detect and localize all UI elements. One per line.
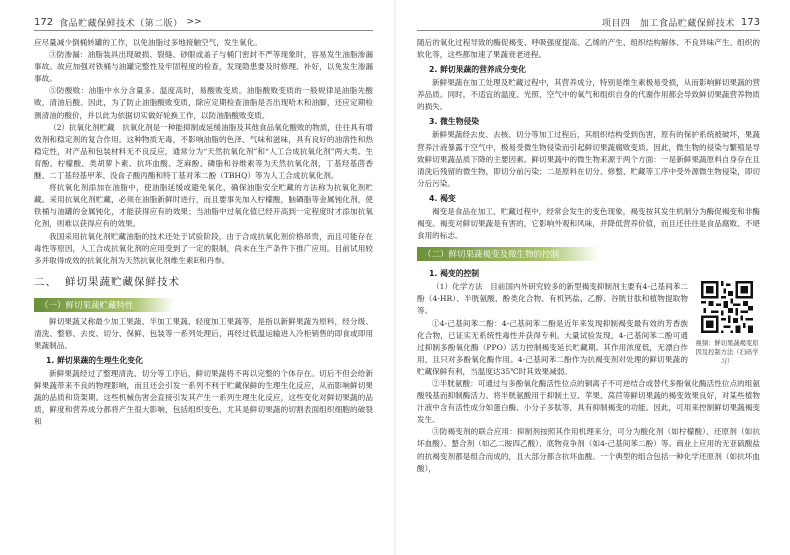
section-number: 二、 xyxy=(34,275,57,288)
section-heading xyxy=(34,274,373,289)
paragraph: （2）抗氧化剂贮藏 抗氧化剂是一种能抑制或延缓油脂及其他食品氧化酸败的物质，往往具有增效剂和稳定剂的复合作用。这种物质无毒，不影响油脂的色泽、气味和滋味，具有良好的油溶性和热稳定性，对产品和包装材料无不良反应，通常分为“天然抗氧化剂”和“人工合成抗氧化剂”两大类。生育酚、柠檬酸、类胡萝卜素、抗坏血酸、芝麻酚、磷脂和谷维素等为天然抗氧化剂，丁基羟基茴香醚、二丁基羟基甲苯、没食子酸丙酯和特丁基对苯二酚（TBHQ）等为人工合成抗氧化剂。 xyxy=(34,122,373,181)
paragraph: 我国采用抗氧化剂贮藏油脂的技术还处于试验阶段，由于合成抗氧化剂价格昂贵，而且可能存在毒性等原因，人工合成抗氧化剂的应用受到了一定的限制，尚未在生产条件下推广应用。目前试用较多并取得成效的抗氧化剂为天然抗氧化剂维生素E和丹参。 xyxy=(34,231,373,265)
paragraph: 新鲜果蔬在加工处理及贮藏过程中，其营养成分，特别是维生素极易受损，从而影响鲜切果蔬的营养品质。同时，不适宜的温度、光照、空气中的氧气和组织自身的代谢作用都会导致鲜切果蔬营养物质的损失。 xyxy=(417,78,760,112)
paragraph: ③防褐变剂的联合应用：抑制剂按照其作用机理来分，可分为酸化剂（如柠檬酸）、还原剂（如抗坏血酸）、螯合剂（如乙二胺四乙酸）、底物竞争剂（如4-己基间苯二酚）等。商业上应用的无亚硫酸盐的抗褐变剂都是组合而成的，且大部分都含抗坏血酸。一个典型的组合包括一种化学还原剂（如抗坏血酸）， xyxy=(417,427,760,473)
paragraph: 鲜切果蔬又称最少加工果蔬、半加工果蔬、轻度加工果蔬等，是指以新鲜果蔬为原料，经分级、清洗、整修、去皮、切分、保鲜、包装等一系列处理后，再经过低温运输进入冷柜销售的即食或即用果蔬制品。 xyxy=(34,316,373,350)
subsubsection-heading: 1. 鲜切果蔬的生理生化变化 xyxy=(46,356,143,366)
right-page xyxy=(395,0,790,555)
subsubsection-heading: 1. 褐变的控制 xyxy=(429,269,480,279)
paragraph: ③防渗漏：油脂装具出现破损、裂缝、砂眼或盖子与桶门密封不严等现象时，容易发生油脂渗漏事故。故应加强对铁桶与油罐完整性及牢固程度的检查，发现隐患要及时修理、补好，以免发生渗漏事故。 xyxy=(34,50,373,84)
paragraph: （1）化学方法 目前国内外研究较多的新型褐变抑制剂主要有4-己基间苯二酚（4-HR）、半胱氨酸、酚类化合物、有机钙盐、乙醇、谷胱甘肽和植物提取物等。 xyxy=(417,282,688,316)
paragraph: 新鲜果蔬经过了整理清洗、切分等工序后，鲜切果蔬将不再以完整的个体存在。切后不但会给新鲜果蔬带来不良的物理影响，而且还会引发一系列不利于贮藏保鲜的生理生化反应，从而影响鲜切果蔬的品质和货架期。这些机械伤害会直接引发其产生一系列生理生化反应，这些变化对鲜切果蔬的品质，鲜度和营养成分都将产生很大影响，包括组织变色，尤其是鲜切果蔬的切割表面组织细胞的破裂和 xyxy=(34,369,373,427)
paragraph: 应尽量减少倒桶转罐的工作，以免油脂过多地接触空气，发生氧化。 xyxy=(34,38,262,47)
paragraph: ⑤防酸败：油脂中水分含量多、温度高时，易酸败变质。油脂酸败变质的一般规律是油脂先酸败，清油后酸。因此，为了防止油脂酸败变质，除应定期检查油脂是否出现哈木和油脚，还应定期检测清油的酸价，并以此为依据切实做好轮换工作，以防油脂酸败变质。 xyxy=(34,86,373,120)
paragraph: 褐变是食品在加工、贮藏过程中，经常会发生的变色现象，褐变按其发生机制分为酶促褐变和非酶褐变。褐变对鲜切果蔬是有害的，它影响外观和风味，并降低营养价值，而且还往往是食品腐败、不堪食用的标志。 xyxy=(417,206,760,241)
paragraph: ①4-己基间苯二酚：4-己基间苯二酚是近年来发现抑制褐变最有效的芳香族化合物，已证实无系统性毒性并获得专利。大量试验发现，4-己基间苯二酚可通过抑制多酚氧化酶（PPO）活力控制褐变延长贮藏期。其作用浓度低，无漂白作用，且只对多酚氧化酶作用。4-己基间苯二酚作为抗褐变剂对处理的鲜切果蔬的贮藏保鲜有利，当温度达35℃时其效果减弱。 xyxy=(417,318,688,376)
subsection-heading: （二）鲜切果蔬褐变及微生物的控制 xyxy=(417,247,599,261)
subsection-heading: （一）鲜切果蔬贮藏特性 xyxy=(34,298,174,312)
header-arrow-mark: >> xyxy=(186,17,202,27)
subsubsection-heading: 4. 褐变 xyxy=(429,193,456,203)
section-title: 鲜切果蔬贮藏保鲜技术 xyxy=(65,275,180,288)
subsubsection-heading: 3. 微生物侵染 xyxy=(429,117,480,127)
left-page-number: 172 xyxy=(34,16,54,28)
paragraph: 随后的氧化过程导致的酶促褐变、呼吸强度提高、乙烯的产生、组织结构解体、不良异味产生、组织的软化等，这些都加速了果蔬衰老进程。 xyxy=(417,38,760,60)
qr-code-block xyxy=(694,281,760,366)
qr-caption: 视频：鲜切果蔬褐变原因及控制方法（扫码学习） xyxy=(695,340,759,366)
right-running-title: 项目四 加工食品贮藏保鲜技术 xyxy=(601,18,735,29)
left-running-title: 食品贮藏保鲜技术（第二版） xyxy=(59,18,183,29)
subsubsection-heading: 2. 鲜切果蔬的营养成分变化 xyxy=(429,65,526,75)
right-page-number: 173 xyxy=(740,16,760,28)
paragraph: 新鲜果蔬经去皮、去核、切分等加工过程后，其组织结构受到伤害，原有的保护系统被破坏，果蔬营养汁液暴露于空气中，极易受微生物侵染而引起鲜切果蔬腐败变质。因此，微生物的侵染与繁殖是导致鲜切果蔬品质下降的主要因素。鲜切果蔬中的微生物来源于两个方面：一是新鲜果蔬原料自身存在且清洗后残留的微生物，即切分前污染；二是原料在切分、修整、贮藏等工序中受外源微生物侵染，即切分后污染。 xyxy=(417,130,760,188)
right-page-header xyxy=(417,14,760,31)
left-page-header xyxy=(34,14,373,31)
paragraph: ②半胱氨酸：可通过与多酚氧化酶活性位点的铜离子不可逆结合或替代多酚氧化酶活性位点的组氨酸残基而抑制酶活力。将半胱氨酸用于抑制土豆、苹果、莴苣等鲜切果蔬的褐变效果良好，对某些植物汁液中含有活性成分如蛋白酶、小分子多肽等，具有抑制褐变的功能。因此，可用来控制鲜切果蔬褐变发生。 xyxy=(417,378,760,425)
qr-code-icon[interactable] xyxy=(701,281,753,333)
paragraph: 将抗氧化剂添加在油脂中，使油脂延缓或避免氧化，确保油脂安全贮藏的方法称为抗氧化剂贮藏。采用抗氧化剂贮藏，必须在油脂新鲜时进行，而且要事先加入柠檬酸，脑磷脂等金属钝化剂，使铁桶与油罐的金属钝化，才能获得应有的效果；当油脂中过氧化值已经开高到一定程度时才添加抗氧化剂，则难以获得应有的效果。 xyxy=(34,183,373,229)
